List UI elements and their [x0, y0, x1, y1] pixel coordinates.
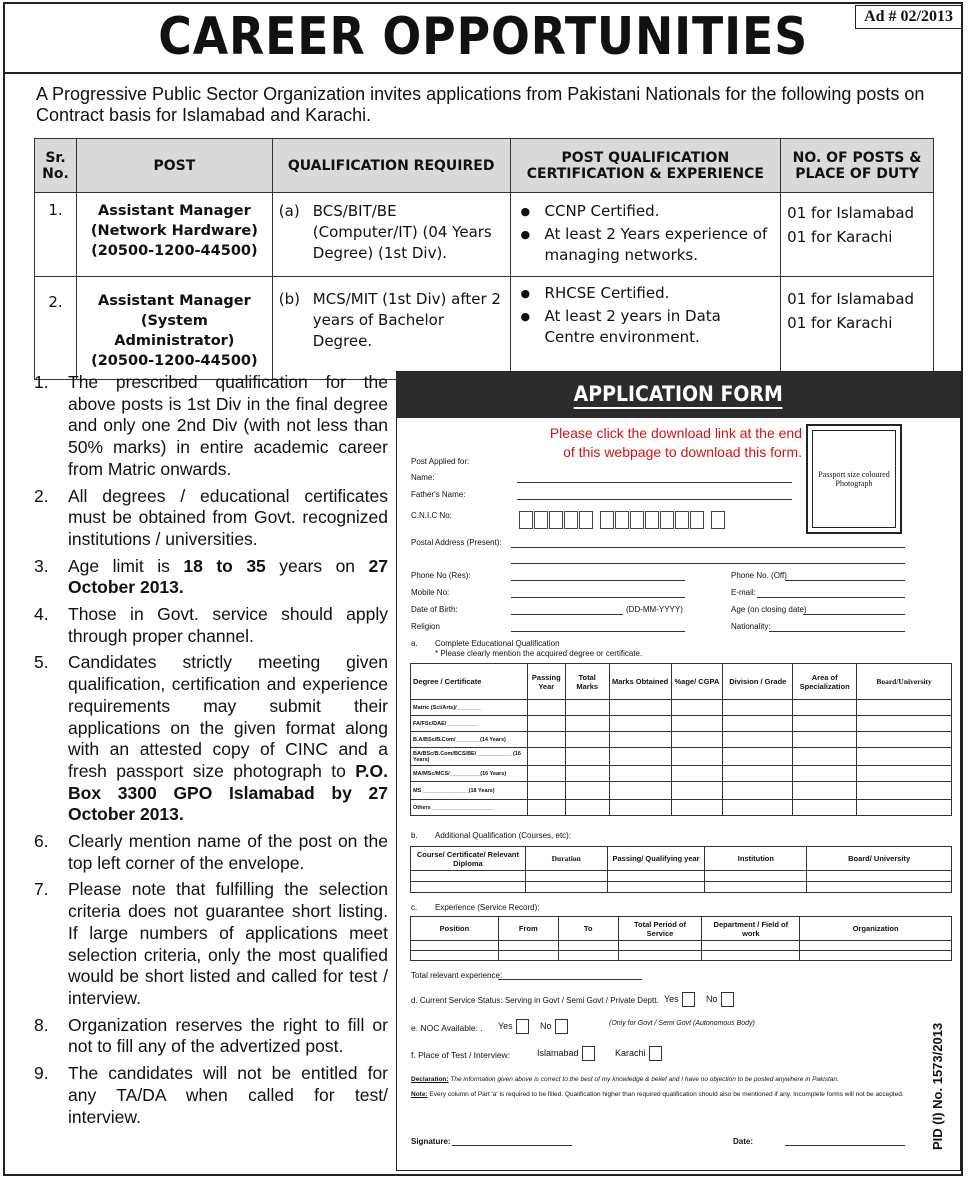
cert-item: ● RHCSE Certified. [517, 283, 775, 304]
list-item: 5. Candidates strictly meeting given qualification, certification and experience requirements may submit their applications on the given format along with an attested copy of CINC and a fresh passport size photograph to P.O. Box 3300 GPO Islamabad by 27 October 2013. [34, 652, 388, 825]
qual-letter: (a) [278, 202, 300, 220]
religion-field[interactable] [511, 631, 685, 632]
page-title: CAREER OPPORTUNITIES [158, 7, 808, 67]
list-item: 8. Organization reserves the right to fill or not to fill any of the advertized post. [34, 1014, 388, 1057]
phone-res-label: Phone No (Res): [411, 571, 471, 580]
pid-number: PID (I) No. 1573/2013 [930, 1022, 945, 1150]
post-title: Assistant Manager [97, 203, 251, 219]
table-row: MA/MSc/MCS/__________(16 Years) [411, 766, 952, 782]
post-subtitle: (Network Hardware) [90, 223, 258, 239]
list-item: 2. All degrees / educational certificates must be obtained from Govt. recognized institutions / universities. [34, 485, 388, 549]
post-cell [76, 277, 272, 380]
photo-box [806, 424, 902, 534]
form-header [397, 372, 960, 418]
islamabad-checkbox[interactable] [582, 1046, 595, 1061]
sr-number: 2. [35, 277, 77, 380]
karachi-checkbox[interactable] [649, 1046, 662, 1061]
father-field[interactable] [517, 499, 792, 500]
list-item: 6. Clearly mention name of the post on the top left corner of the envelope. [34, 831, 388, 873]
post-scale: (20500-1200-44500) [91, 243, 258, 259]
post-cell [76, 193, 272, 277]
experience-table: Position From To Total Period of Service Department / Field of work Organization [410, 916, 952, 961]
exp-letter: c. [411, 903, 418, 912]
form-note: Note: Every column of Part 'a' is required to be filled. Qualification higher than required qualification should also be mentioned if any. Incomplete forms will not be accepted. [411, 1091, 904, 1098]
additional-table: Course/ Certificate/ Relevant Diploma Duration Passing/ Qualifying year Institution Board/ University [410, 846, 952, 893]
duty-islamabad: 01 for Islamabad [787, 290, 915, 308]
duty-islamabad: 01 for Islamabad [787, 204, 915, 222]
form-title: APPLICATION FORM [574, 382, 783, 409]
post-title: Assistant Manager [97, 293, 251, 309]
total-exp-field[interactable] [498, 979, 642, 980]
ad-number: Ad # 02/2013 [855, 5, 962, 29]
posts-table [34, 138, 934, 380]
post-applied-label: Post Applied for: [411, 457, 470, 466]
post-subtitle: (System Administrator) [114, 313, 235, 349]
table-row: B.A/BSc/B.Com/________(14 Years) [411, 732, 952, 748]
exp-title: Experience (Service Record): [435, 903, 540, 912]
qualification-cell [272, 277, 510, 380]
qual-text: BCS/BIT/BE (Computer/IT) (04 Years Degree) (1st Div). [312, 202, 492, 262]
age-field[interactable] [803, 614, 905, 615]
dob-field[interactable] [511, 614, 623, 615]
divider [3, 72, 963, 74]
list-item: 3. Age limit is 18 to 35 years on 27 October 2013. [34, 555, 388, 598]
cert-item: ● At least 2 Years experience of managing networks. [517, 224, 775, 266]
noc-yes: Yes [498, 1019, 529, 1034]
noc-no-checkbox[interactable] [555, 1019, 568, 1034]
name-field[interactable] [517, 482, 792, 483]
table-row [35, 277, 934, 380]
header [3, 2, 963, 72]
mobile-label: Mobile No: [411, 588, 450, 597]
name-label: Name: [411, 473, 435, 482]
dob-label: Date of Birth: [411, 605, 458, 614]
cert-item: ● At least 2 years in Data Centre environment. [517, 306, 775, 348]
phone-off-field[interactable] [785, 580, 905, 581]
qualification-cell [272, 193, 510, 277]
cnic-label: C.N.I.C No: [411, 511, 452, 520]
father-label: Father's Name: [411, 490, 466, 499]
mobile-field[interactable] [511, 597, 685, 598]
place-islamabad: Islamabad [537, 1046, 595, 1061]
table-row [35, 193, 934, 277]
table-row [411, 951, 952, 961]
duty-karachi: 01 for Karachi [787, 228, 893, 246]
cert-item: ● CCNP Certified. [517, 201, 775, 222]
qual-letter: (b) [278, 290, 301, 308]
list-item: 1. The prescribed qualification for the above posts is 1st Div in the final degree and only one 2nd Div (with not less than 50% marks) in entire academic career from Matric onwards. [34, 372, 388, 479]
edu-letter: a. [411, 639, 418, 648]
education-table: Degree / Certificate Passing Year Total Marks Marks Obtained %age/ CGPA Division / Grade Area of Specialization Board/University Matric (Sci/Arts)/________ FA/FSc/DAE/__________ B.A/BSc/B.Com/________(14 Years) BA/BSc/B.Com/BCS/BE/ ___________ (16 Years) MA/MSc/MCS/__________(16 Years) MS _______________(18 Years) Others ____________________ [410, 663, 952, 816]
header-sr: Sr. No. [35, 139, 77, 193]
table-row [411, 882, 952, 893]
download-note: Please click the download link at the end of this webpage to download this form. [549, 425, 802, 460]
table-row [411, 941, 952, 951]
phone-off-label: Phone No. (Off) [731, 571, 787, 580]
email-field[interactable] [757, 597, 905, 598]
total-exp-label: Total relevant experience: [411, 971, 503, 980]
table-row: Matric (Sci/Arts)/________ [411, 700, 952, 716]
list-item: 7. Please note that fulfilling the selection criteria does not guarantee short listing. If large numbers of applications meet selection criteria, only the most qualified would be short listed and called for test / interview. [34, 879, 388, 1008]
email-label: E-mail: [731, 588, 756, 597]
date-field[interactable] [785, 1145, 905, 1146]
header-post: POST [76, 139, 272, 193]
noc-no: No [540, 1019, 568, 1034]
age-label: Age (on closing date) [731, 605, 807, 614]
add-letter: b. [411, 831, 418, 840]
application-form [396, 371, 961, 1171]
post-scale: (20500-1200-44500) [91, 353, 258, 369]
noc-note: (Only for Govt / Semi Govt (Autonomous Body) [609, 1020, 755, 1027]
service-yes: Yes [664, 992, 695, 1007]
date-label: Date: [733, 1137, 754, 1146]
duty-cell [781, 193, 934, 277]
signature-field[interactable] [452, 1145, 572, 1146]
table-row: MS _______________(18 Years) [411, 782, 952, 800]
dob-format: (DD-MM-YYYY) [626, 605, 683, 614]
noc-label: e. NOC Available: . [411, 1023, 483, 1033]
table-row: FA/FSc/DAE/__________ [411, 716, 952, 732]
intro-text: A Progressive Public Sector Organization invites applications from Pakistani Nationals for the following posts on Contract basis for Islamabad and Karachi. [36, 84, 925, 125]
certification-cell [510, 193, 781, 277]
table-row: BA/BSc/B.Com/BCS/BE/ ___________ (16 Years) [411, 748, 952, 766]
noc-yes-checkbox[interactable] [516, 1019, 529, 1034]
duty-karachi: 01 for Karachi [787, 314, 893, 332]
table-row: Others ____________________ [411, 800, 952, 816]
qual-text: MCS/MIT (1st Div) after 2 years of Bachelor Degree. [312, 290, 501, 350]
header-post-qualification: POST QUALIFICATION CERTIFICATION & EXPERIENCE [510, 139, 781, 193]
photo-placeholder: Passport size coloured Photograph [812, 430, 896, 528]
no-checkbox[interactable] [721, 992, 734, 1007]
service-status-label: d. Current Service Status: Serving in Govt / Semi Govt / Private Deptt. [411, 996, 659, 1005]
postal-label: Postal Address (Present): [411, 538, 502, 547]
edu-note: * Please clearly mention the acquired degree or certificate. [435, 649, 643, 658]
place-karachi: Karachi [615, 1046, 662, 1061]
nationality-field[interactable] [769, 631, 905, 632]
notes-list [34, 372, 388, 1133]
add-title: Additional Qualification (Courses, etc): [435, 831, 572, 840]
service-no: No [706, 992, 734, 1007]
list-item: 4. Those in Govt. service should apply through proper channel. [34, 604, 388, 646]
signature-label: Signature: [411, 1137, 451, 1146]
table-row [411, 871, 952, 882]
declaration: Declaration: The information given above is correct to the best of my knowledge & belief and I have no objection to be posted anywhere in Pakistan. [411, 1076, 839, 1083]
place-label: f. Place of Test / Interview: [411, 1050, 511, 1060]
religion-label: Religion [411, 622, 440, 631]
phone-res-field[interactable] [511, 580, 685, 581]
duty-cell [781, 277, 934, 380]
edu-title: Complete Educational Qualification [435, 639, 560, 648]
postal-field-2[interactable] [511, 563, 905, 564]
header-posts-duty: NO. OF POSTS & PLACE OF DUTY [781, 139, 934, 193]
cnic-field[interactable] [519, 511, 726, 529]
certification-cell [510, 277, 781, 380]
posts-table-header [35, 139, 934, 193]
nationality-label: Nationality: [731, 622, 771, 631]
list-item: 9. The candidates will not be entitled for any TA/DA when called for test/ interview. [34, 1063, 388, 1127]
sr-number: 1. [35, 193, 77, 277]
yes-checkbox[interactable] [682, 992, 695, 1007]
header-qualification: QUALIFICATION REQUIRED [272, 139, 510, 193]
postal-field[interactable] [511, 547, 905, 548]
